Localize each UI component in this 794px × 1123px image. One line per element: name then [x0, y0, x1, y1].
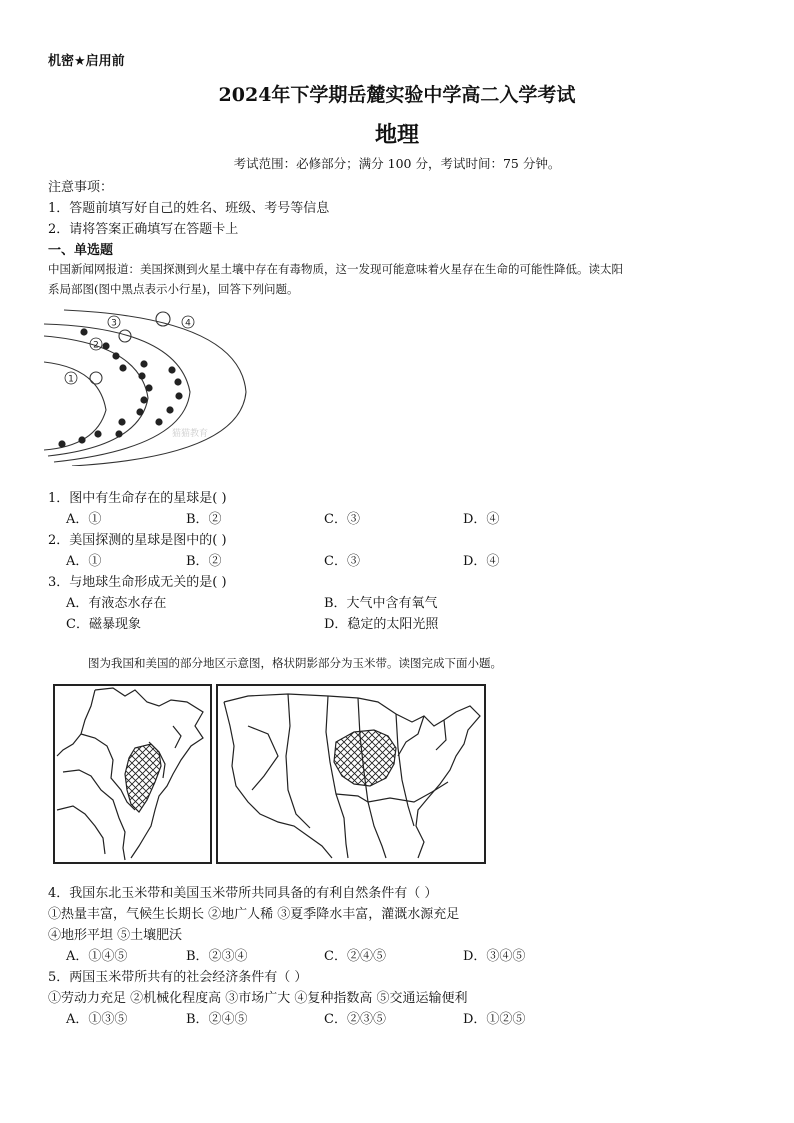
- q3-option-c[interactable]: C．磁暴现象: [66, 617, 141, 632]
- planet-label-3: 3: [111, 318, 117, 329]
- q5-option-c[interactable]: C．②③⑤: [324, 1012, 386, 1027]
- question-3-stem: 3．与地球生命形成无关的是( ): [48, 575, 227, 590]
- northeast-china-map: [53, 684, 212, 864]
- solar-system-figure: [44, 306, 254, 466]
- passage-line: 系局部图(图中黑点表示小行星)，回答下列问题。: [48, 282, 299, 296]
- q2-option-b[interactable]: B．②: [186, 554, 222, 569]
- usa-map: [216, 684, 486, 864]
- question-5-stem: 5．两国玉米带所共有的社会经济条件有（ ）: [48, 970, 308, 985]
- q5-option-b[interactable]: B．②④⑤: [186, 1012, 248, 1027]
- q2-option-d[interactable]: D．④: [463, 554, 500, 569]
- q3-option-b[interactable]: B．大气中含有氧气: [324, 596, 438, 611]
- exam-scope: 考试范围：必修部分；满分 100 分，考试时间：75 分钟。: [233, 156, 561, 171]
- q1-option-d[interactable]: D．④: [463, 512, 500, 527]
- q1-option-a[interactable]: A．①: [66, 512, 102, 527]
- notice-item: 2．请将答案正确填写在答题卡上: [48, 222, 239, 237]
- q4-conditions: ④地形平坦 ⑤土壤肥沃: [48, 928, 183, 943]
- planet-label-1: 1: [68, 374, 74, 385]
- question-4-stem: 4．我国东北玉米带和美国玉米带所共同具备的有利自然条件有（ ）: [48, 886, 438, 901]
- q2-option-a[interactable]: A．①: [66, 554, 102, 569]
- q4-conditions: ①热量丰富，气候生长期长 ②地广人稀 ③夏季降水丰富，灌溉水源充足: [48, 907, 460, 922]
- planet-label-2: 2: [93, 340, 99, 351]
- q5-option-d[interactable]: D．①②⑤: [463, 1012, 526, 1027]
- passage-line: 中国新闻网报道：美国探测到火星土壤中存在有毒物质，这一发现可能意味着火星存在生命的可能性降低。读太阳: [48, 262, 623, 276]
- notice-heading: 注意事项：: [48, 180, 114, 195]
- q4-option-c[interactable]: C．②④⑤: [324, 949, 386, 964]
- q4-option-b[interactable]: B．②③④: [186, 949, 248, 964]
- q1-option-b[interactable]: B．②: [186, 512, 222, 527]
- q2-option-c[interactable]: C．③: [324, 554, 360, 569]
- planet-label-4: 4: [185, 318, 191, 329]
- section-heading: 一、单选题: [48, 243, 114, 258]
- q5-option-a[interactable]: A．①③⑤: [66, 1012, 128, 1027]
- question-1-stem: 1．图中有生命存在的星球是( ): [48, 491, 227, 506]
- exam-title: 2024年下学期岳麓实验中学高二入学考试: [218, 84, 576, 106]
- question-2-stem: 2．美国探测的星球是图中的( ): [48, 533, 227, 548]
- subject-title: 地理: [374, 123, 419, 148]
- q5-conditions: ①劳动力充足 ②机械化程度高 ③市场广大 ④复种指数高 ⑤交通运输便利: [48, 991, 468, 1006]
- q3-option-d[interactable]: D．稳定的太阳光照: [324, 617, 439, 632]
- confidential-mark: 机密★启用前: [48, 54, 125, 69]
- q4-option-d[interactable]: D．③④⑤: [463, 949, 526, 964]
- q4-option-a[interactable]: A．①④⑤: [66, 949, 128, 964]
- q3-option-a[interactable]: A．有液态水存在: [66, 596, 167, 611]
- watermark-text: 猫猫教育: [172, 429, 209, 439]
- q1-option-c[interactable]: C．③: [324, 512, 360, 527]
- passage-2: 图为我国和美国的部分地区示意图，格状阴影部分为玉米带。读图完成下面小题。: [88, 656, 502, 670]
- notice-item: 1．答题前填写好自己的姓名、班级、考号等信息: [48, 201, 330, 216]
